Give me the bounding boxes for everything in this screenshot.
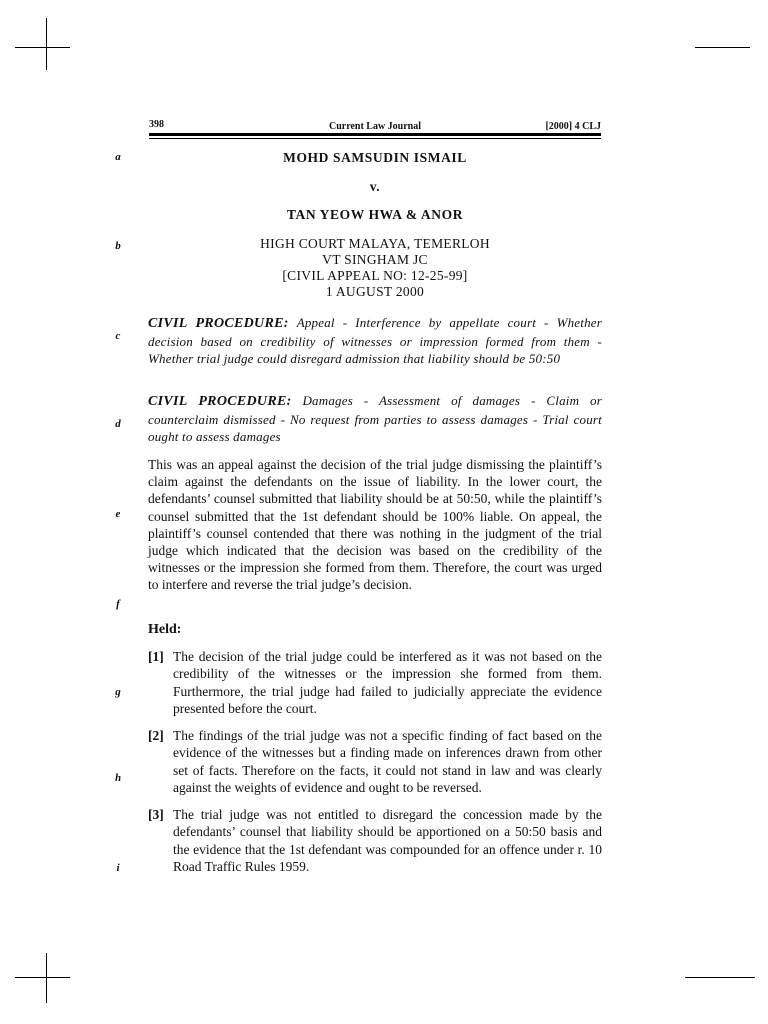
holding-number: [3]	[148, 807, 164, 822]
crop-mark	[15, 977, 70, 978]
holding-2	[148, 727, 602, 797]
catchword-category: CIVIL PROCEDURE:	[148, 316, 289, 331]
crop-mark	[46, 953, 47, 1003]
court-name: HIGH COURT MALAYA, TEMERLOH	[260, 236, 490, 251]
margin-letter-d: d	[115, 418, 121, 430]
catchword-1	[148, 314, 602, 368]
holding-text: The findings of the trial judge was not a specific finding of fact based on the evidence of the witnesses but a finding made on inferences drawn from other set of facts. Therefore on the facts, it could not stand in law and was clearly against the weights of evidence and ought to be reversed.	[173, 728, 602, 796]
header-rule-thin	[149, 138, 601, 139]
judgment-date: 1 AUGUST 2000	[325, 284, 425, 299]
margin-letter-e: e	[115, 508, 121, 520]
court-info	[148, 236, 602, 300]
appeal-number: [CIVIL APPEAL NO: 12-25-99]	[282, 268, 468, 283]
defendant-name: TAN YEOW HWA & ANOR	[286, 207, 464, 222]
holding-text: The trial judge was not entitled to disregard the concession made by the defendants’ counsel that liability should be apportioned on a 50:50 basis and the evidence that the 1st defendant was compounded for an offence under r. 10 Road Traffic Rules 1959.	[173, 807, 602, 875]
margin-letter-h: h	[114, 772, 122, 784]
margin-letter-g: g	[115, 686, 121, 698]
holding-3	[148, 806, 602, 876]
page-number: 398	[149, 119, 164, 130]
plaintiff-name: MOHD SAMSUDIN ISMAIL	[283, 150, 467, 165]
crop-mark	[15, 47, 70, 48]
margin-letter-b: b	[115, 240, 121, 252]
judge-name: VT SINGHAM JC	[322, 252, 428, 267]
catchword-description: Appeal - Interference by appellate court - Whether decision based on credibility of witnesses or impression formed from them - Whether trial judge could disregard admission that liability should be 50:50	[148, 315, 603, 366]
margin-letter-a: a	[115, 151, 121, 163]
catchword-2	[148, 392, 602, 446]
holding-number: [1]	[148, 649, 164, 664]
holding-text: The decision of the trial judge could be interfered as it was not based on the credibility of the witnesses or the impression she formed from them. Furthermore, the trial judge had failed to judicially appreciate the evidence presented before the court.	[173, 649, 602, 717]
catchword-category: CIVIL PROCEDURE:	[148, 394, 292, 409]
catchword-description: Damages - Assessment of damages - Claim or counterclaim dismissed - No request from parties to assess damages - Trial court ought to assess damages	[148, 393, 603, 444]
margin-letter-f: f	[116, 598, 120, 610]
margin-letter-i: i	[116, 862, 120, 874]
journal-name: Current Law Journal	[328, 121, 422, 132]
crop-mark	[695, 47, 750, 48]
versus: v.	[369, 179, 381, 194]
citation: [2000] 4 CLJ	[545, 121, 601, 132]
crop-mark	[685, 977, 755, 978]
crop-mark	[46, 18, 47, 70]
holding-number: [2]	[148, 728, 164, 743]
held-heading: Held:	[148, 622, 182, 637]
header-rule-thick	[149, 133, 601, 136]
holding-1	[148, 648, 602, 718]
margin-letter-c: c	[115, 330, 121, 342]
case-summary: This was an appeal against the decision of the trial judge dismissing the plaintiff’s claim against the defendants on the issue of liability. In the lower court, the defendants’ counsel submitted that liability should be at 50:50, while the plaintiff’s counsel submitted that the 1st defendant should be 100% liable. On appeal, the plaintiff’s counsel contended that there was nothing in the judgment of the trial judge which indicated that the decision was based on the credibility of the witnesses or the impression she formed from them. Therefore, the court was urged to interfere and reverse the trial judge’s decision.	[148, 457, 602, 593]
